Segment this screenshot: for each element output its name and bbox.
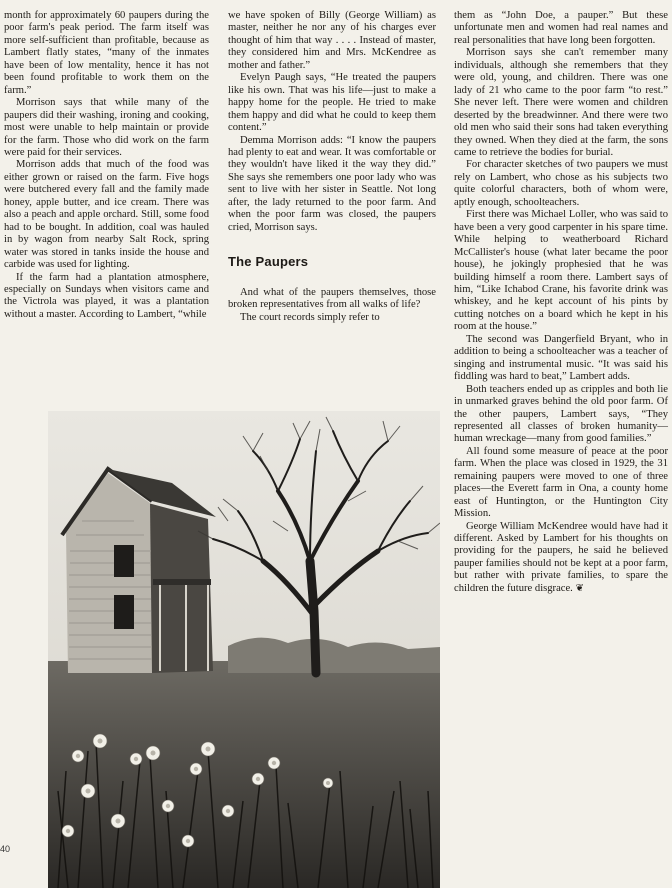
paragraph: month for approximately 60 paupers during the poor farm's peak period. The farm itself was more self-sufficient than profitable, because as Lambert flatly states, “many of the inmates have been of low mentality, hence it has not been found profitable to work them on the farm.” [4, 10, 209, 96]
paragraph [454, 521, 668, 596]
paragraph: Evelyn Paugh says, “He treated the paupers like his own. That was his life—just to make a happy home for the people. He tried to make them happy and did what he could to keep them content.” [228, 72, 436, 134]
paragraph: First there was Michael Loller, who was said to have been a very good carpenter in his spare time. While helping to weatherboard Richard McCallister's house (what later became the poor house), he jokingly prophesied that he was building himself a room there. Lambert says of him, “Like Ichabod Crane, his favorite drink was whiskey, and he kept account of his pints by cutting notches on a board which he kept in his room at the house.” [454, 209, 668, 333]
text-column-3 [454, 10, 668, 595]
section-subhead: The Paupers [228, 254, 309, 270]
paragraph: Morrison says she can't remember many individuals, although she remembers that they were old, young, and children. There was one lady of 21 who came to the poor farm “to rest.” She never left. There were women and children deserted by the breadwinner. And there were two old men who said their sons had taken everything they owned. When they died at the farm, the sons came to retrieve the bodies for burial. [454, 47, 668, 158]
paragraph: Morrison says that while many of the paupers did their washing, ironing and cooking, most were unable to help maintain or provide for the farm. Those who did work on the farm were paid for their services. [4, 97, 209, 158]
paragraph: we have spoken of Billy (George William) as master, neither he nor any of his charges ever thought of him that way . . . . Instead of master, they considered him and Mrs. McKendree as mother and father.” [228, 10, 436, 71]
farmhouse-photo [48, 411, 440, 888]
end-mark-icon: ❦ [575, 582, 584, 594]
paragraph: Morrison adds that much of the food was either grown or raised on the farm. Five hogs were butchered every fall and the family made honey, apple butter, and ice cream. There was also a peach and apple orchard. Still, some food had to be bought. In addition, coal was hauled in by wagon from nearby Salt Rock, spring water was stored in tanks inside the house and carbide was used for lighting. [4, 159, 209, 271]
paragraph: Demma Morrison adds: “I know the paupers had plenty to eat and wear. It was comfortable or they wouldn't have liked it the way they did.” She says she remembers one poor lady who was sent to live with her sister in Seattle. Not long after, the lady returned to the poor farm. And when the poor farm was closed, the paupers cried, Morrison says. [228, 134, 436, 233]
text-column-1 [4, 10, 209, 321]
paragraph: Both teachers ended up as cripples and both lie in unmarked graves behind the old poor farm. Of the other paupers, Lambert says, “They represented all classes of broken humanity—human wreckage—many from good families.” [454, 383, 668, 445]
paragraph: And what of the paupers themselves, those broken representatives from all walks of life? [228, 286, 436, 311]
paragraph: If the farm had a plantation atmosphere, especially on Sundays when visitors came and the Victrola was played, it was a plantation without a master. According to Lambert, “while [4, 271, 209, 320]
text-column-2 [228, 10, 436, 324]
paragraph: All found some measure of peace at the poor farm. When the place was closed in 1929, the 31 remaining paupers were moved to one of three places—the Everett farm in Ona, a county home east of Huntington, or the Huntington City Mission. [454, 445, 668, 520]
paragraph: The second was Dangerfield Bryant, who in addition to being a schoolteacher was a teacher of singing and instrumental music. “It was said his fiddling was hard to beat,” Lambert adds. [454, 333, 668, 383]
page-number: 40 [0, 844, 11, 854]
paragraph: For character sketches of two paupers we must rely on Lambert, who chose as his subjects two quite colorful characters, both of whom were, aptly enough, schoolteachers. [454, 159, 668, 208]
paragraph: them as “John Doe, a pauper.” But these unfortunate men and women had real names and real personalities that have long been forgotten. [454, 10, 668, 46]
paragraph: The court records simply refer to [240, 311, 380, 323]
paragraph-text: George William McKendree would have had it different. Asked by Lambert for his thoughts on providing for the paupers, he said he believed pauper families should not be kept at a poor farm, but rather with private families, to spare the children the future disgrace. [454, 520, 668, 594]
